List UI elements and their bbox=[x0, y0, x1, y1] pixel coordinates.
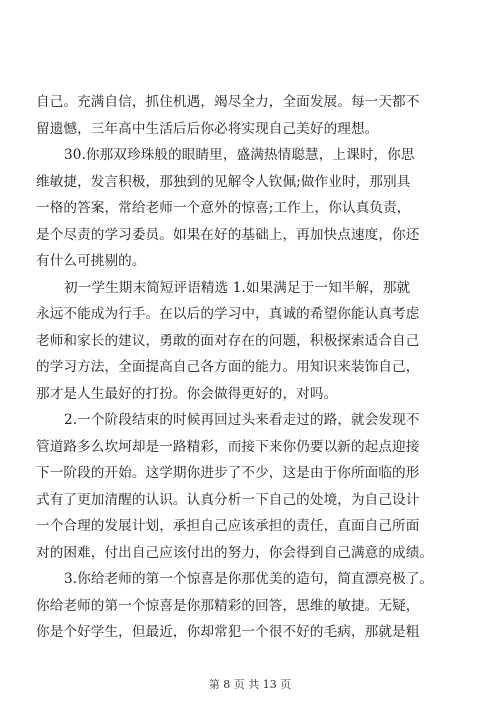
text-line: 式有了更加清醒的认识。认真分析一下自己的处境，为自己设计 bbox=[36, 491, 420, 508]
text-line: 2.一个阶段结束的时候再回过头来看走过的路，就会发现不 bbox=[64, 412, 420, 428]
text-line: 管道路多么坎坷却是一路精彩，而接下来你仍要以新的起点迎接 bbox=[36, 438, 420, 455]
text-line: 的学习方法，全面提高自己各方面的能力。用知识来装饰自己， bbox=[36, 359, 420, 375]
text-line: 有什么可挑剔的。 bbox=[36, 253, 146, 269]
text-line: 初一学生期末简短评语精选 1.如果满足于一知半解，那就 bbox=[64, 279, 411, 296]
text-line: 那才是人生最好的打扮。你会做得更好的，对吗。 bbox=[36, 385, 338, 402]
document-body bbox=[36, 89, 466, 646]
text-line: 一个合理的发展计划，承担自己应该承担的责任，直面自己所面 bbox=[36, 518, 420, 534]
text-line: 老师和家长的建议，勇敢的面对存在的问题，积极探索适合自己 bbox=[36, 332, 420, 349]
text-line: 30.你那双珍珠般的眼睛里，盛满热情聪慧，上课时，你思 bbox=[64, 147, 415, 163]
text-line: 维敏捷，发言积极，那独到的见解令人钦佩;做作业时，那别具 bbox=[36, 173, 411, 190]
text-line: 一格的答案，常给老师一个意外的惊喜;工作上，你认真负责， bbox=[36, 200, 411, 216]
page-number-footer: 第 8 页 共 13 页 bbox=[208, 678, 292, 691]
text-line: 是个尽责的学习委员。如果在好的基础上，再加快点速度，你还 bbox=[36, 226, 420, 243]
text-line: 永远不能成为行手。在以后的学习中，真诚的希望你能认真考虑 bbox=[36, 306, 420, 322]
text-line: 留遗憾，三年高中生活后后你必将实现自己美好的理想。 bbox=[36, 120, 379, 137]
text-line: 自己。充满自信，抓住机遇，竭尽全力，全面发展。每一天都不 bbox=[36, 94, 420, 110]
text-line: 你给老师的第一个惊喜是你那精彩的回答，思维的敏捷。无疑， bbox=[36, 597, 420, 614]
text-line: 下一阶段的开始。这学期你进步了不少，这是由于你所面临的形 bbox=[36, 465, 420, 481]
text-line: 对的困难，付出自己应该付出的努力，你会得到自己满意的成绩。 bbox=[36, 544, 434, 561]
text-line: 你是个好学生，但最近，你却常犯一个很不好的毛病，那就是粗 bbox=[36, 624, 420, 640]
text-line: 3.你给老师的第一个惊喜是你那优美的造句，简直漂亮极了。 bbox=[64, 571, 434, 587]
